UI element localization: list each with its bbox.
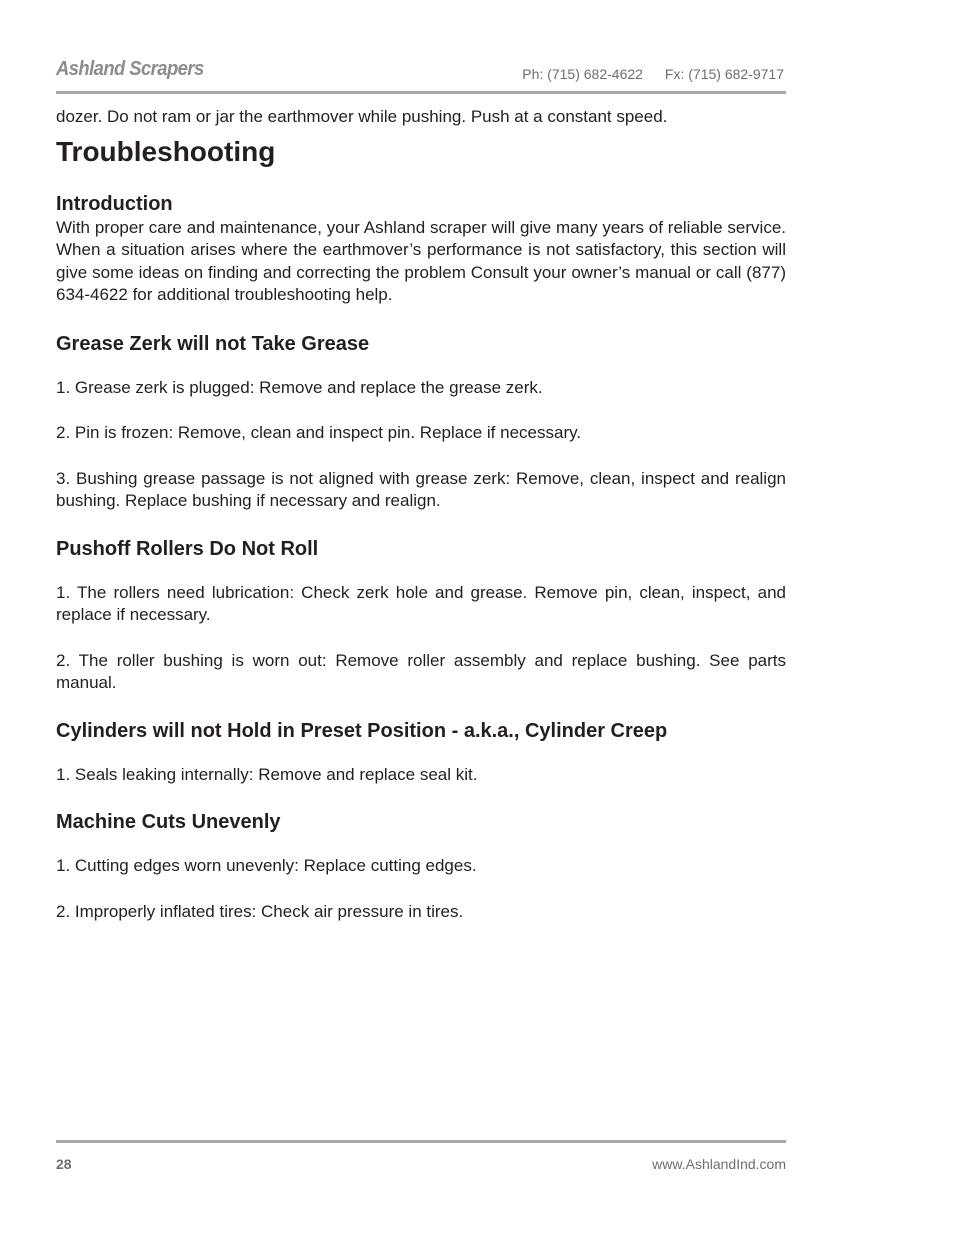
section-heading-grease-zerk: Grease Zerk will not Take Grease — [56, 332, 370, 355]
page-content — [56, 106, 786, 923]
list-item: 1. The rollers need lubrication: Check zerk hole and grease. Remove pin, clean, inspect, and replace if necessary. — [56, 582, 786, 624]
phone-number: Ph: (715) 682-4622 — [522, 66, 643, 82]
brand-logo-text: Ashland Scrapers — [56, 58, 204, 80]
introduction-heading: Introduction — [56, 192, 173, 215]
page-number: 28 — [56, 1156, 72, 1172]
header-divider — [56, 91, 786, 94]
footer-divider — [56, 1140, 786, 1143]
page-title: Troubleshooting — [56, 135, 276, 167]
section-heading-pushoff-rollers: Pushoff Rollers Do Not Roll — [56, 537, 319, 560]
continued-paragraph: dozer. Do not ram or jar the earthmover while pushing. Push at a constant speed. — [56, 107, 668, 126]
list-item: 1. Cutting edges worn unevenly: Replace cutting edges. — [56, 856, 477, 875]
section-heading-cylinder-creep: Cylinders will not Hold in Preset Position - a.k.a., Cylinder Creep — [56, 719, 668, 742]
list-item: 2. Improperly inflated tires: Check air pressure in tires. — [56, 901, 464, 921]
list-item: 2. Pin is frozen: Remove, clean and inspect pin. Replace if necessary. — [56, 423, 582, 442]
list-item: 2. The roller bushing is worn out: Remove roller assembly and replace bushing. See parts manual. — [56, 650, 786, 692]
page-footer — [56, 1154, 786, 1176]
page-header — [56, 56, 786, 94]
section-heading-machine-cuts: Machine Cuts Unevenly — [56, 811, 281, 833]
website-url: www.AshlandInd.com — [652, 1156, 786, 1172]
list-item: 1. Grease zerk is plugged: Remove and replace the grease zerk. — [56, 377, 543, 397]
list-item: 3. Bushing grease passage is not aligned with grease zerk: Remove, clean, inspect and realign bushing. Replace bushing if necessary and realign. — [56, 468, 786, 510]
introduction-body: With proper care and maintenance, your Ashland scraper will give many years of reliable service. When a situation arises where the earthmover’s performance is not satisfactory, this section will give some ideas on finding and correcting the problem Consult your owner’s manual or call (877) 634-4622 for additional troubleshooting help. — [56, 217, 786, 304]
list-item: 1. Seals leaking internally: Remove and replace seal kit. — [56, 764, 478, 784]
contact-info — [522, 66, 784, 82]
fax-number: Fx: (715) 682-9717 — [664, 66, 784, 82]
